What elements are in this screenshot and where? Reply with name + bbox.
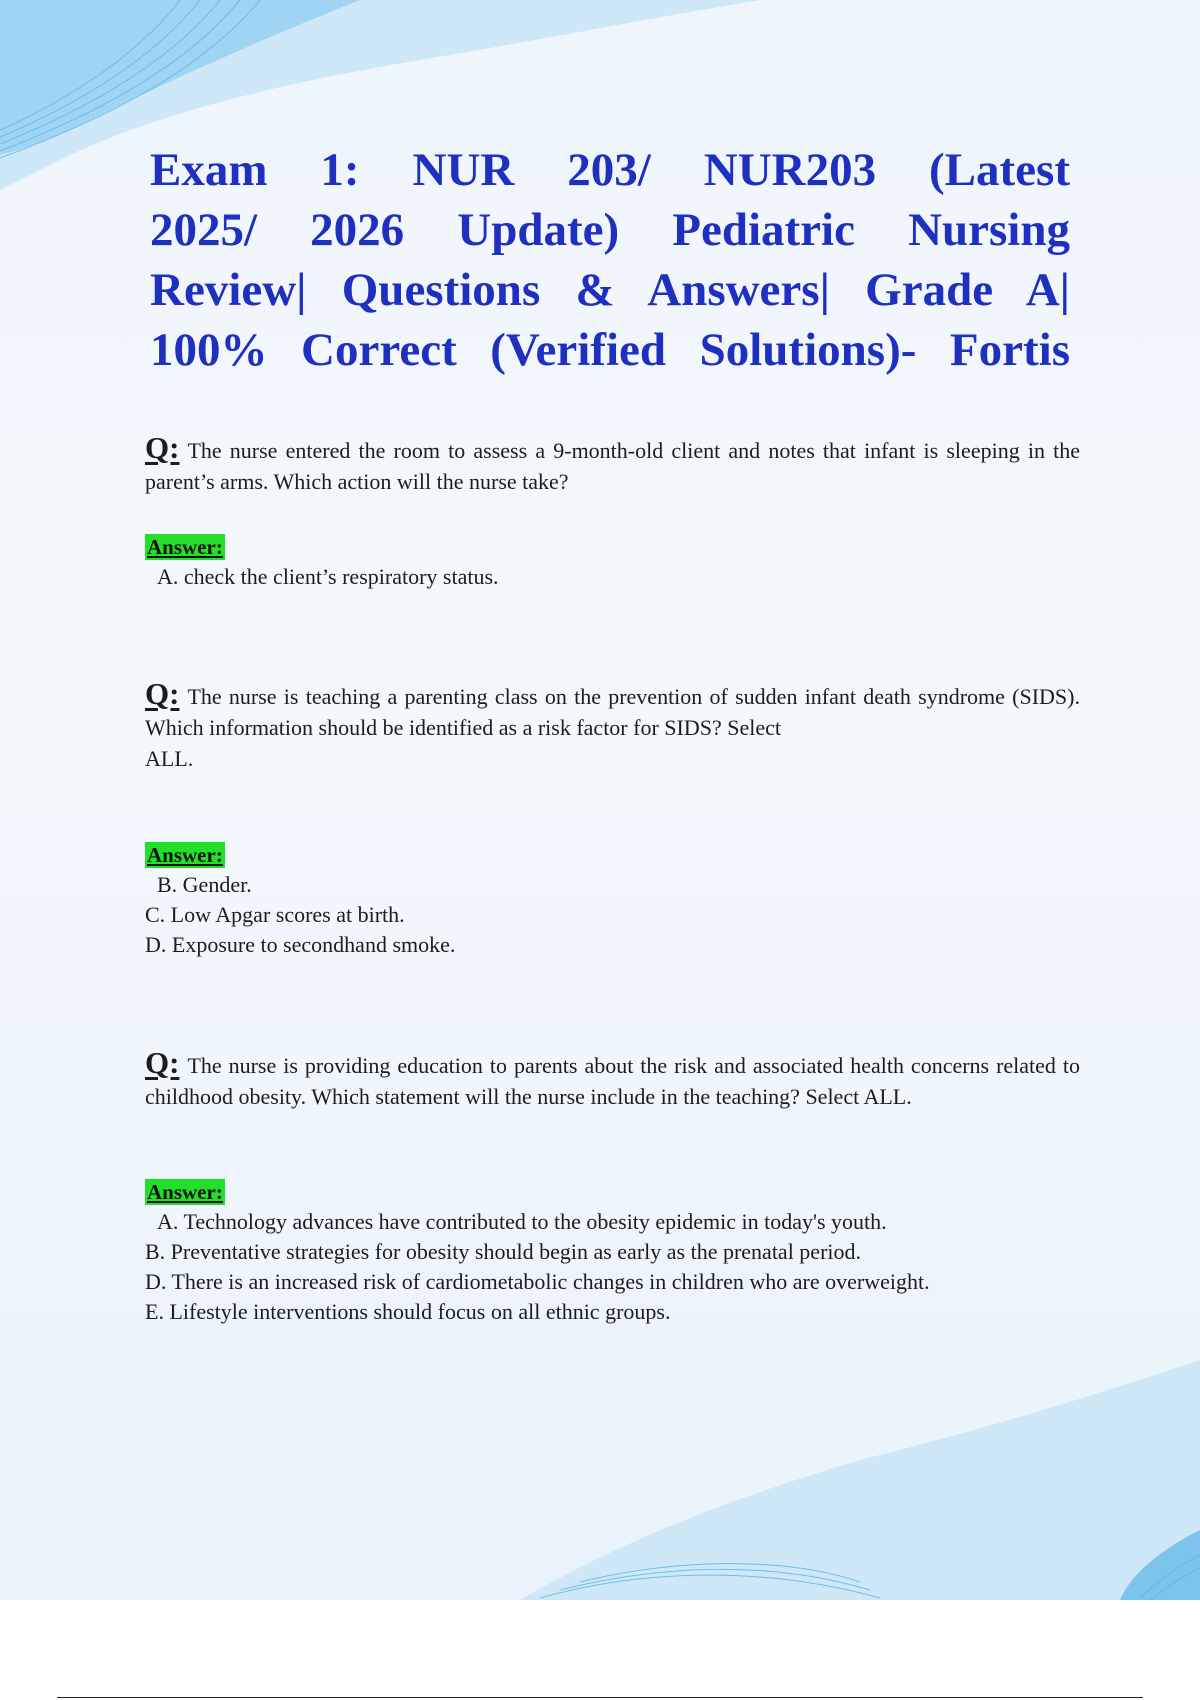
answer-label: Answer: (147, 535, 223, 559)
question-3 (145, 1047, 1080, 1112)
title-line: 100% Correct (Verified Solutions)- Fortis (150, 324, 1070, 376)
answer-block-1 (145, 531, 1080, 592)
question-1 (145, 432, 1080, 497)
document-title (150, 140, 1070, 380)
answer-block-2 (145, 839, 1080, 960)
question-text: The nurse is teaching a parenting class on the prevention of sudden infant death syndrome (SIDS). Which information should be identified as a risk factor for SIDS? Select (145, 684, 1080, 740)
answer-option: A. check the client’s respiratory status. (157, 564, 499, 589)
answer-block-3 (145, 1176, 1080, 1327)
question-text-block (145, 1047, 1080, 1112)
answer-label: Answer: (147, 843, 223, 867)
question-text-block (145, 432, 1080, 497)
answer-option: B. Gender. (157, 872, 252, 897)
question-text-continuation: ALL. (145, 746, 194, 771)
question-text: The nurse is providing education to parents about the risk and associated health concerns related to childhood obesity. Which statement will the nurse include in the teaching? Select ALL. (145, 1053, 1080, 1109)
question-2 (145, 678, 1080, 774)
answer-label: Answer: (147, 1180, 223, 1204)
question-marker: Q: (145, 676, 180, 711)
answer-option: D. There is an increased risk of cardiometabolic changes in children who are overweight. (145, 1269, 930, 1294)
answer-option: E. Lifestyle interventions should focus on all ethnic groups. (145, 1299, 671, 1324)
title-line: Review| Questions & Answers| Grade A| (150, 264, 1070, 316)
title-line: Exam 1: NUR 203/ NUR203 (Latest (150, 144, 1070, 196)
answer-option: B. Preventative strategies for obesity should begin as early as the prenatal period. (145, 1239, 862, 1264)
footer-divider (57, 1697, 1143, 1698)
answer-option: D. Exposure to secondhand smoke. (145, 932, 456, 957)
answer-option: A. Technology advances have contributed to the obesity epidemic in today's youth. (157, 1209, 887, 1234)
question-text: The nurse entered the room to assess a 9-month-old client and notes that infant is sleeping in the parent’s arms. Which action will the nurse take? (145, 438, 1080, 494)
title-line: 2025/ 2026 Update) Pediatric Nursing (150, 204, 1070, 256)
question-marker: Q: (145, 1045, 180, 1080)
answer-option: C. Low Apgar scores at birth. (145, 902, 405, 927)
question-marker: Q: (145, 430, 180, 465)
question-text-block (145, 678, 1080, 743)
